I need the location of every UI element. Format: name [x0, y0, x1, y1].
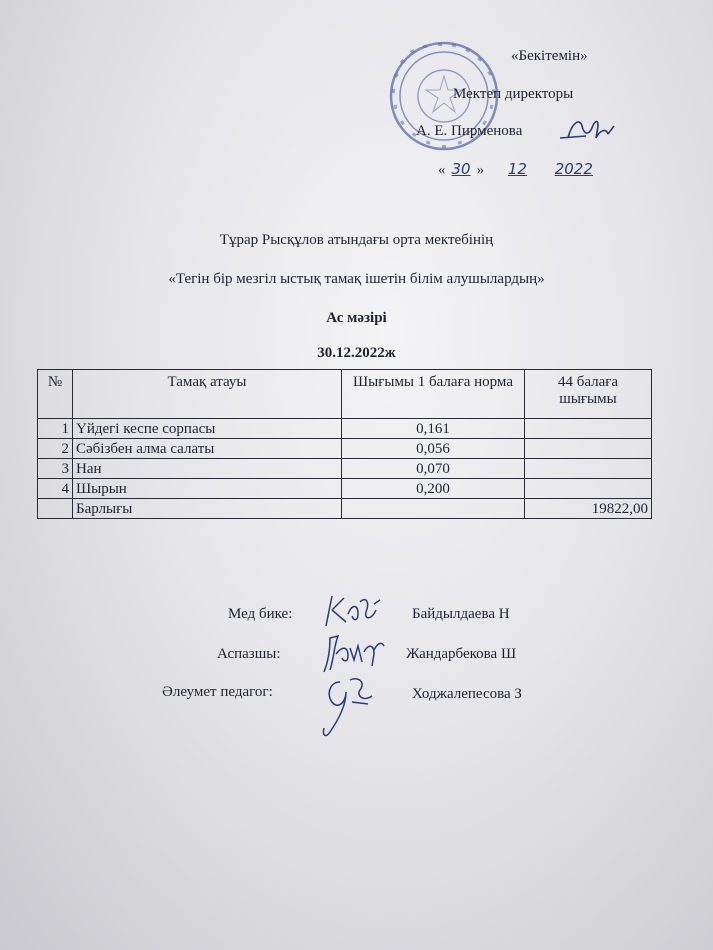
- staff-role-cook: Аспазшы:: [217, 646, 281, 662]
- social-pedagogue-signature-icon: [316, 672, 378, 742]
- program-name: «Тегін бір мезгіл ыстық тамақ ішетін білім алушылардың»: [168, 271, 545, 287]
- col-dish: Тамақ атауы: [73, 370, 342, 419]
- date-quote-close: »: [476, 162, 485, 178]
- approval-position: Мектеп директоры: [453, 86, 574, 102]
- approval-director-name: А. Е. Пирменова: [416, 123, 523, 139]
- dish-name: Шырын: [73, 479, 342, 499]
- menu-table: [37, 369, 652, 519]
- total-empty-cell: [38, 499, 73, 519]
- date-year: 2022: [554, 160, 593, 178]
- row-number: 2: [38, 439, 73, 459]
- table-total-row: [38, 499, 652, 519]
- staff-name-social-pedagogue: Ходжалепесова З: [412, 686, 522, 702]
- col-number: №: [38, 370, 73, 419]
- col-norm: Шығымы 1 балаға норма: [342, 370, 525, 419]
- staff-name-cook: Жандарбекова Ш: [406, 646, 517, 662]
- table-row: [38, 459, 652, 479]
- norm-value: 0,161: [342, 419, 525, 439]
- table-row: [38, 479, 652, 499]
- norm-value: 0,200: [342, 479, 525, 499]
- col-total: 44 балаға шығымы: [525, 370, 652, 419]
- total-value: [525, 479, 652, 499]
- date-quote-open: «: [438, 162, 446, 178]
- dish-name: Үйдегі кеспе сорпасы: [73, 419, 342, 439]
- approval-heading: «Бекітемін»: [511, 48, 588, 64]
- director-signature-icon: [558, 116, 620, 144]
- date-day: 30: [451, 160, 471, 178]
- dish-name: Нан: [73, 459, 342, 479]
- cook-signature-icon: [322, 632, 386, 676]
- norm-value: 0,056: [342, 439, 525, 459]
- total-value: [525, 459, 652, 479]
- staff-name-nurse: Байдылдаева Н: [412, 606, 510, 622]
- document-date: 30.12.2022ж: [317, 345, 396, 361]
- total-value: [525, 419, 652, 439]
- date-month: 12: [507, 160, 527, 178]
- table-header-row: [38, 370, 652, 419]
- row-number: 3: [38, 459, 73, 479]
- total-label: Барлығы: [73, 499, 342, 519]
- total-empty-cell: [342, 499, 525, 519]
- total-value: [525, 439, 652, 459]
- approval-date: [438, 160, 599, 179]
- norm-value: 0,070: [342, 459, 525, 479]
- staff-role-social-pedagogue: Әлеумет педагог:: [162, 684, 273, 700]
- staff-role-nurse: Мед бике:: [228, 606, 293, 622]
- school-name: Тұрар Рысқұлов атындағы орта мектебінің: [219, 232, 494, 248]
- table-row: [38, 419, 652, 439]
- grand-total-value: 19822,00: [525, 499, 652, 519]
- row-number: 4: [38, 479, 73, 499]
- document-title: Ас мәзірі: [326, 310, 387, 326]
- dish-name: Сәбізбен алма салаты: [73, 439, 342, 459]
- table-row: [38, 439, 652, 459]
- row-number: 1: [38, 419, 73, 439]
- nurse-signature-icon: [322, 592, 384, 630]
